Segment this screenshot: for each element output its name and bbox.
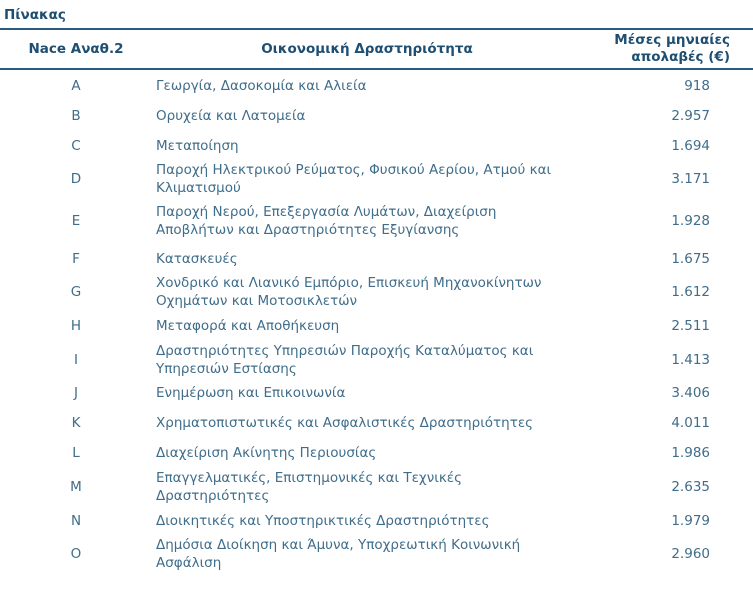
nace-code-cell: O (70, 546, 82, 562)
activity-cell (156, 101, 586, 131)
earnings-value-cell: 2.957 (671, 108, 710, 124)
earnings-value-cell: 1.986 (671, 445, 710, 461)
activity-line: Χρηματοπιστωτικές και Ασφαλιστικές Δραστηριότητες (156, 415, 534, 431)
activity-cell (156, 535, 586, 573)
earnings-value-cell: 1.675 (671, 250, 710, 267)
activity-cell (156, 506, 586, 535)
nace-code-cell: H (70, 318, 82, 334)
earnings-value-cell: 4.011 (671, 415, 710, 431)
activity-cell (156, 244, 586, 273)
earnings-value-cell: 2.511 (671, 318, 710, 334)
table-row (0, 273, 753, 311)
activity-cell (156, 160, 586, 198)
activity-cell (156, 71, 586, 101)
earnings-table (0, 28, 753, 573)
table-row (0, 101, 753, 131)
nace-code-cell: C (71, 137, 81, 154)
table-row (0, 198, 753, 244)
nace-code-cell: N (70, 512, 82, 529)
earnings-value-cell: 1.612 (671, 284, 710, 300)
activity-line: Διοικητικές και Υποστηρικτικές Δραστηριότητες (156, 512, 490, 529)
header-average-earnings-line2: απολαβές (€) (631, 49, 730, 65)
table-row (0, 378, 753, 408)
table-row (0, 71, 753, 101)
table-row (0, 341, 753, 378)
activity-line: Δραστηριότητες Υπηρεσιών Παροχής Καταλύματος και (156, 342, 534, 359)
activity-cell (156, 408, 586, 438)
activity-line: Ενημέρωση και Επικοινωνία (156, 385, 346, 401)
activity-cell (156, 273, 586, 311)
table-row (0, 535, 753, 573)
activity-line: Αποβλήτων και Δραστηριότητες Εξυγίανσης (156, 222, 460, 238)
activity-cell (156, 131, 586, 160)
activity-cell (156, 378, 586, 408)
earnings-value-cell: 3.406 (671, 385, 710, 401)
table-row (0, 160, 753, 198)
earnings-value-cell: 3.171 (671, 171, 710, 187)
activity-line: Μεταφορά και Αποθήκευση (156, 318, 340, 334)
nace-code-cell: E (71, 213, 81, 229)
nace-code-cell: L (72, 445, 80, 461)
nace-code-cell: D (70, 171, 82, 187)
table-body (0, 71, 753, 573)
earnings-value-cell: 2.960 (671, 546, 710, 562)
nace-code-cell: G (70, 284, 82, 300)
activity-line: Δημόσια Διοίκηση και Άμυνα, Υποχρεωτική Κοινωνική (156, 537, 521, 553)
activity-line: Γεωργία, Δασοκομία και Αλιεία (156, 78, 367, 94)
nace-code-cell: A (71, 78, 81, 94)
activity-cell (156, 341, 586, 378)
earnings-value-cell: 918 (684, 78, 710, 94)
header-average-earnings (582, 30, 730, 68)
earnings-value-cell: 1.979 (671, 512, 710, 529)
activity-cell (156, 438, 586, 468)
nace-code-cell: M (70, 479, 82, 495)
header-economic-activity: Οικονομική Δραστηριότητα (261, 40, 473, 57)
earnings-value-cell: 1.928 (671, 213, 710, 229)
table-row (0, 408, 753, 438)
activity-line: Επαγγελματικές, Επιστημονικές και Τεχνικές (156, 470, 462, 486)
activity-cell (156, 198, 586, 244)
nace-code-cell: F (72, 250, 80, 267)
activity-cell (156, 468, 586, 506)
activity-line: Διαχείριση Ακίνητης Περιουσίας (156, 445, 377, 461)
activity-line: Δραστηριότητες (156, 488, 270, 504)
table-row (0, 131, 753, 160)
activity-line: Παροχή Ηλεκτρικού Ρεύματος, Φυσικού Αερίου, Ατμού και (156, 162, 552, 178)
table-row (0, 244, 753, 273)
activity-line: Υπηρεσιών Εστίασης (156, 360, 297, 377)
activity-line: Ασφάλιση (156, 555, 222, 571)
header-nace-code: Nace Αναθ.2 (28, 40, 124, 57)
activity-line: Κατασκευές (156, 250, 238, 267)
activity-cell (156, 311, 586, 341)
activity-line: Οχημάτων και Μοτοσικλετών (156, 293, 358, 309)
activity-line: Χονδρικό και Λιανικό Εμπόριο, Επισκευή Μηχανοκίνητων (156, 275, 542, 291)
activity-line: Κλιματισμού (156, 180, 241, 196)
nace-code-cell: B (71, 108, 81, 124)
earnings-value-cell: 2.635 (671, 479, 710, 495)
nace-code-cell: I (74, 351, 78, 368)
activity-line: Μεταποίηση (156, 137, 239, 154)
table-header (0, 28, 753, 70)
table-caption: Πίνακας (4, 7, 66, 23)
nace-code-cell: K (71, 415, 81, 431)
table-row (0, 311, 753, 341)
header-average-earnings-line1: Μέσες μηνιαίες (614, 32, 730, 48)
nace-code-cell: J (74, 385, 78, 401)
activity-line: Παροχή Νερού, Επεξεργασία Λυμάτων, Διαχείριση (156, 204, 497, 220)
earnings-value-cell: 1.413 (671, 351, 710, 368)
table-row (0, 506, 753, 535)
earnings-value-cell: 1.694 (671, 137, 710, 154)
table-row (0, 438, 753, 468)
table-row (0, 468, 753, 506)
activity-line: Ορυχεία και Λατομεία (156, 108, 306, 124)
